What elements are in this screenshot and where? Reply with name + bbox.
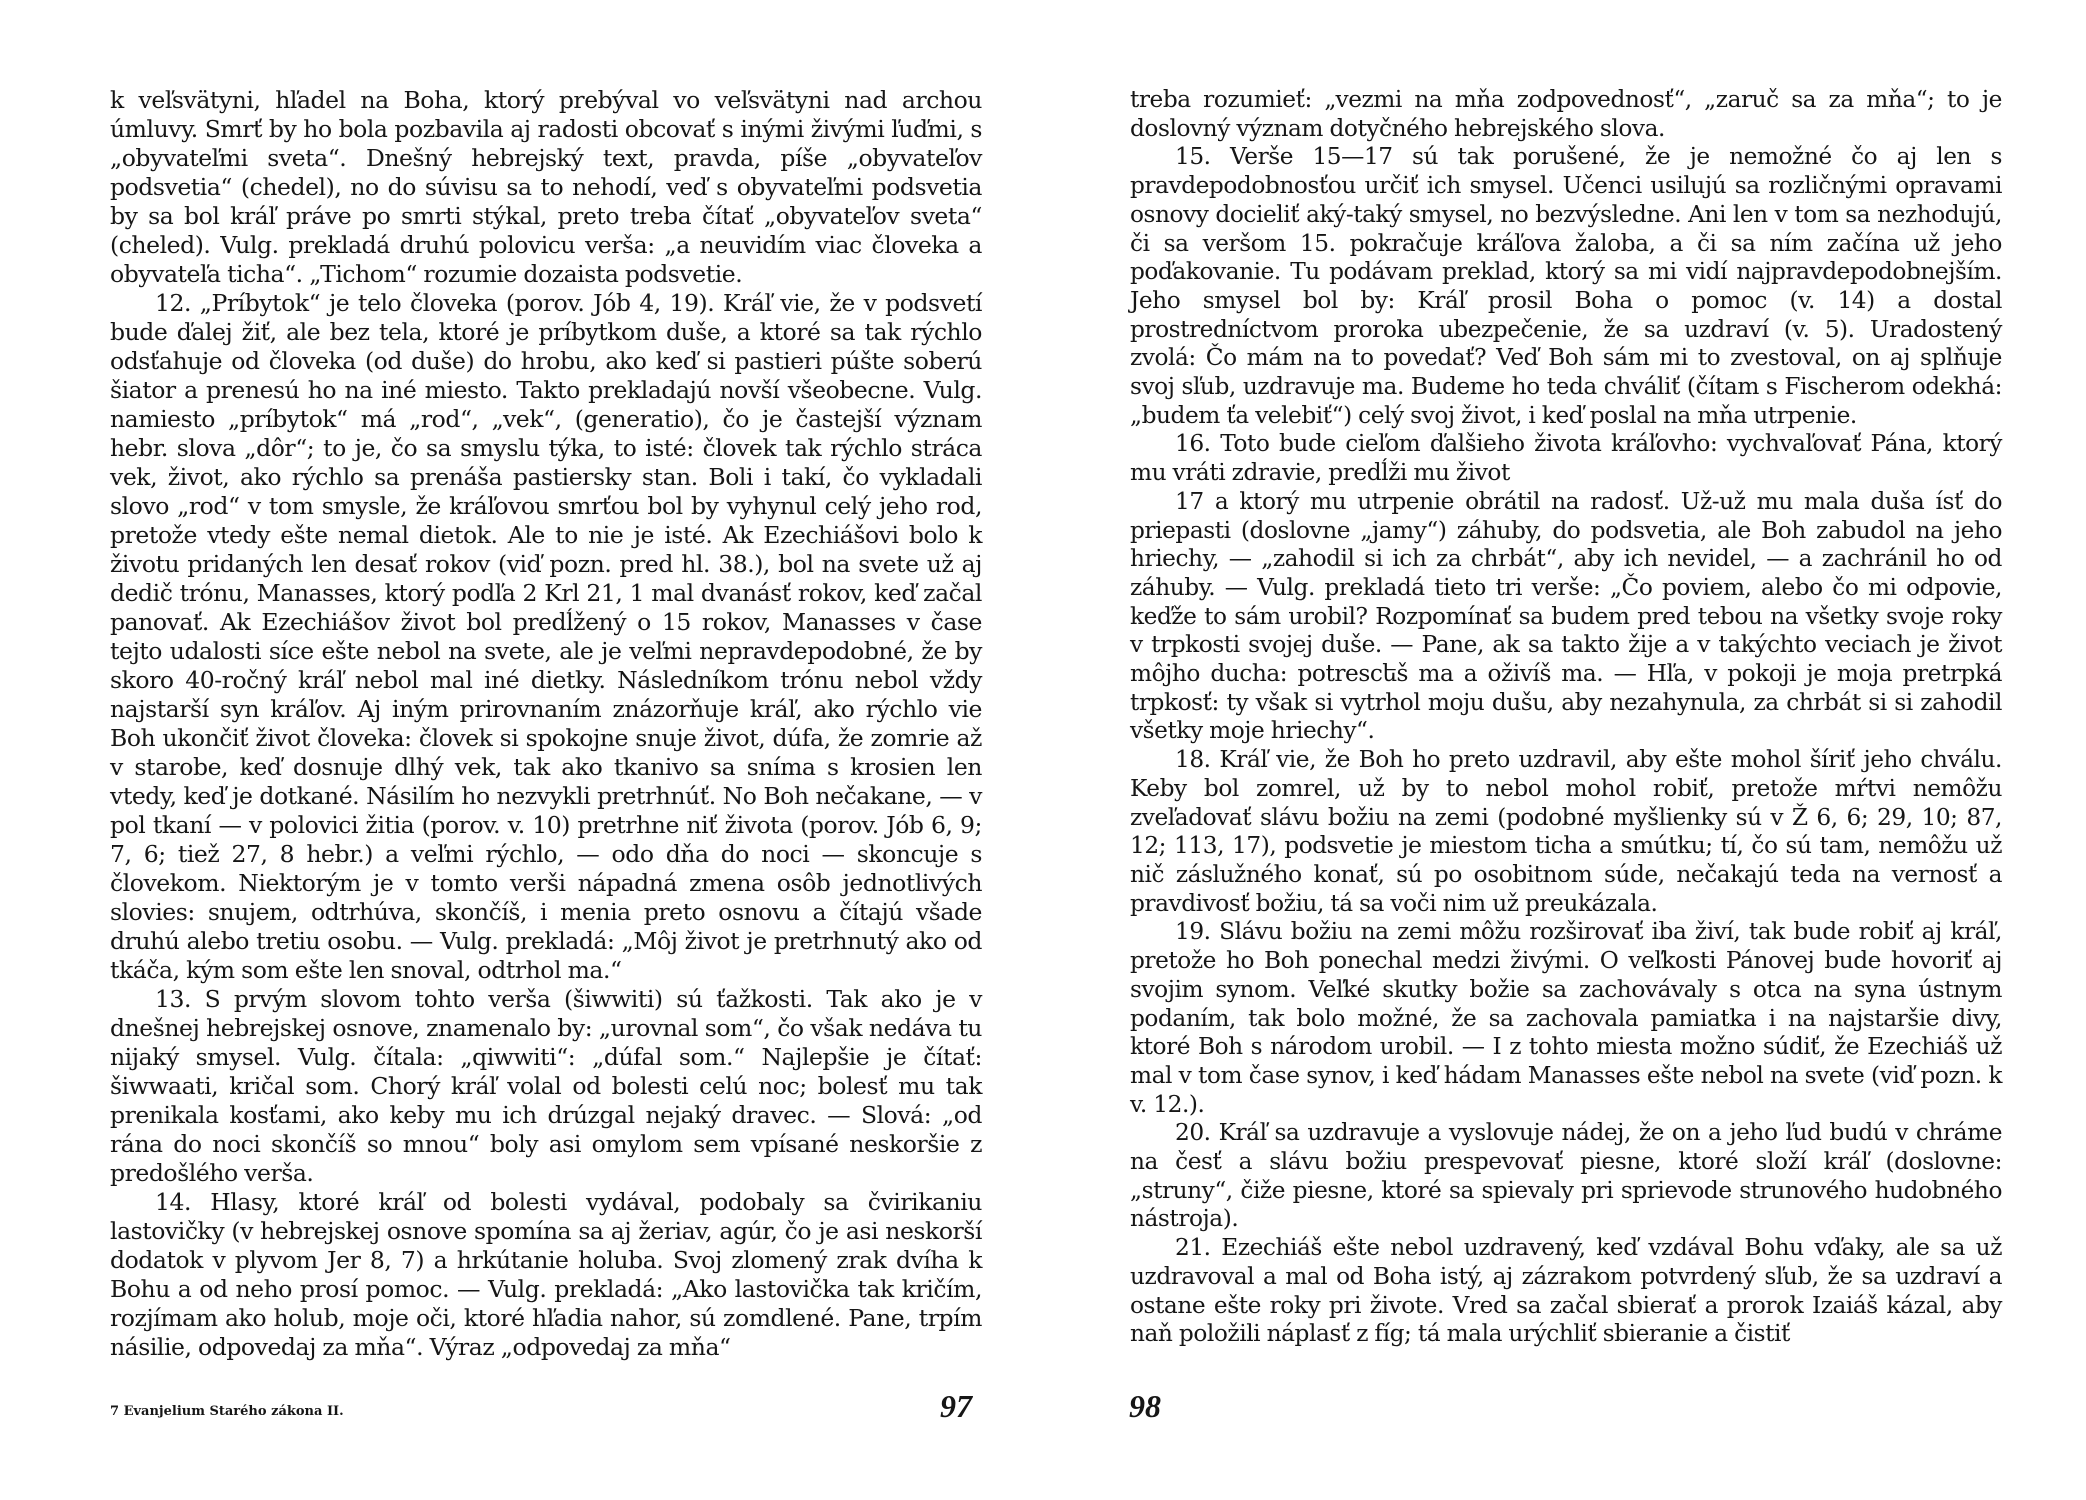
paragraph-verse-19: 19. Slávu božiu na zemi môžu rozširovať iba živí, tak bude robiť aj kráľ, pretože ho Boh ponechal medzi živými. O veľkosti Pánovej bude hovoriť aj svojim synom. Veľké skutky božie sa zachovávaly s otca na syna ústnym podaním, tak bolo možné, že sa zachovala pamiatka i na najstaršie divy, ktoré Boh s národom urobil. — I z tohto miesta možno súdiť, že Ezechiáš už mal v tom čase synov, i keď hádam Manasses ešte nebol na svete (viď pozn. k v. 12.). xyxy=(1130,918,2002,1118)
paragraph-verse-17: 17 a ktorý mu utrpenie obrátil na radosť. Už-už mu mala duša ísť do priepasti (doslovne „jamy“) záhuby, do podsvetia, ale Boh zabudol na jeho hriechy, — „zahodil si ich za chrbát“, aby ich nevidel, — a zachránil ho od záhuby. — Vulg. prekladá tieto tri verše: „Čo poviem, alebo čo mi odpovie, keďže to sám urobil? Rozpomínať sa budem pred tebou na všetky svoje roky v trpkosti svojej duše. — Pane, ak sa takto žije a v takýchto veciach je život môjho ducha: potrescեš ma a oživíš ma. — Hľa, v pokoji je moja pretrpká trpkosť: ty však si vytrhol moju dušu, aby nezahynula, za chrbát si si zahodil všetky moje hriechy“. xyxy=(1130,487,2002,745)
paragraph-verse-13: 13. S prvým slovom tohto verša (šiwwiti) sú ťažkosti. Tak ako je v dnešnej hebrejskej osnove, znamenalo by: „urovnal som“, čo však nedáva tu nijaký smysel. Vulg. čítala: „qiwwiti“: „dúfal som.“ Najlepšie je čítať: šiwwaati, kričal som. Chorý kráľ volal od bolesti celú noc; bolesť mu tak prenikala kosťami, ako keby mu ich drúzgal nejaký dravec. — Slová: „od rána do noci skončíš so mnou“ boly asi omylom sem vpísané neskoršie z predošlého verša. xyxy=(110,985,982,1187)
paragraph-verse-15: 15. Verše 15—17 sú tak porušené, že je nemožné čo aj len s pravdepodobnosťou určiť ich smysel. Učenci usilujú sa rozličnými opravami osnovy docieliť aký-taký smysel, no bezvýsledne. Ani len v tom sa nezhodujú, či sa veršom 15. pokračuje kráľova žaloba, a či sa ním začína už jeho poďakovanie. Tu podávam preklad, ktorý sa mi vidí najpravdepodobnejším. Jeho smysel bol by: Kráľ prosil Boha o pomoc (v. 14) a dostal prostredníctvom proroka ubezpečenie, že sa uzdraví (v. 5). Uradostený zvolá: Čo mám na to povedať? Veď Boh sám mi to zvestoval, on aj splňuje svoj sľub, uzdravuje ma. Budeme ho teda chváliť (čítam s Fischerom odekhá: „budem ťa velebiť“) celý svoj život, i keď poslal na mňa utrpenie. xyxy=(1130,143,2002,429)
printer-signature: 7 Evanjelium Starého zákona II. xyxy=(110,1404,344,1419)
right-page xyxy=(1043,0,2086,1500)
paragraph-verse-18: 18. Kráľ vie, že Boh ho preto uzdravil, aby ešte mohol šíriť jeho chválu. Keby bol zomrel, už by to nebol mohol robiť, pretože mŕtvi nemôžu zveľadovať slávu božiu na zemi (podobné myšlienky sú v Ž 6, 6; 29, 10; 87, 12; 113, 17), podsvetie je miestom ticha a smútku; tí, čo sú tam, nemôžu už nič záslužného konať, sú po osobitnom súde, nečakajú teda na vernosť a pravdivosť božiu, tá sa voči nim už preukázala. xyxy=(1130,746,2002,917)
right-text-column xyxy=(1130,86,2002,1349)
paragraph-verse-21: 21. Ezechiáš ešte nebol uzdravený, keď vzdával Bohu vďaky, ale sa už uzdravoval a mal od Boha istý, aj zázrakom potvrdený sľub, že sa uzdraví a ostane ešte roky pri živote. Vred sa začal sbierať a prorok Izaiáš kázal, aby naň položili náplasť z fíg; tá mala urýchliť sbieranie a čistiť xyxy=(1130,1234,2002,1348)
paragraph-continued: k veľsvätyni, hľadel na Boha, ktorý prebýval vo veľsvätyni nad archou úmluvy. Smrť by ho bola pozbavila aj radosti obcovať s inými živými ľuďmi, s „obyvateľmi sveta“. Dnešný hebrejský text, pravda, píše „obyvateľov podsvetia“ (chedel), no do súvisu sa to nehodí, veď s obyvateľmi podsvetia by sa bol kráľ práve po smrti stýkal, preto treba čítať „obyvateľov sveta“ (cheled). Vulg. prekladá druhú polovicu verša: „a neuvidím viac človeka a obyvateľa ticha“. „Tichom“ rozumie dozaista podsvetie. xyxy=(110,86,982,288)
page-number: 97 xyxy=(940,1388,972,1424)
paragraph-verse-20: 20. Kráľ sa uzdravuje a vyslovuje nádej, že on a jeho ľud budú v chráme na česť a slávu božiu prespevovať piesne, ktoré složí kráľ (doslovne: „struny“, čiže piesne, ktoré sa spievaly pri sprievode strunového hudobného nástroja). xyxy=(1130,1119,2002,1233)
paragraph-verse-12: 12. „Príbytok“ je telo človeka (porov. Jób 4, 19). Kráľ vie, že v podsvetí bude ďalej žiť, ale bez tela, ktoré je príbytkom duše, a ktoré sa tak rýchlo odsťahuje od človeka (od duše) do hrobu, ako keď si pastieri púšte soberú šiator a prenesú ho na iné miesto. Takto prekladajú novší všeobecne. Vulg. namiesto „príbytok“ má „rod“, „vek“, (generatio), čo je častejší význam hebr. slova „dôr“; to je, čo sa smyslu týka, to isté: človek tak rýchlo stráca vek, život, ako rýchlo sa prenáša pastiersky stan. Boli i takí, čo vykladali slovo „rod“ v tom smysle, že kráľovou smrťou bol by vyhynul celý jeho rod, pretože vtedy ešte nemal dietok. Ale to nie je isté. Ak Ezechiášovi bolo k životu pridaných len desať rokov (viď pozn. pred hl. 38.), bol na svete už aj dedič trónu, Manasses, ktorý podľa 2 Krl 21, 1 mal dvanásť rokov, keď začal panovať. Ak Ezechiášov život bol predĺžený o 15 rokov, Manasses v čase tejto udalosti síce ešte nebol na svete, ale je veľmi nepravdepodobné, že by skoro 40-ročný kráľ nebol mal iné dietky. Následníkom trónu nebol vždy najstarší syn kráľov. Aj iným prirovnaním znázorňuje kráľ, ako rýchlo vie Boh ukončiť život človeka: človek si spokojne snuje život, dúfa, že zomrie až v starobe, keď dosnuje dlhý vek, tak ako tkanivo sa sníma s krosien len vtedy, keď je dotkané. Násilím ho nezvykli pretrhnúť. No Boh nečakane, — v pol tkaní — v polovici žitia (porov. v. 10) pretrhne niť života (porov. Jób 6, 9; 7, 6; tiež 27, 8 hebr.) a veľmi rýchlo, — odo dňa do noci — skoncuje s človekom. Niektorým je v tomto verši nápadná zmena osôb jednotlivých slovies: snujem, odtrhúva, skončíš, i menia preto osnovu a čítajú všade druhú alebo tretiu osobu. — Vulg. prekladá: „Môj život je pretrhnutý ako od tkáča, kým som ešte len snoval, odtrhol ma.“ xyxy=(110,289,982,984)
paragraph-verse-14: 14. Hlasy, ktoré kráľ od bolesti vydával, podobaly sa čvirikaniu lastovičky (v hebrejskej osnove spomína sa aj žeriav, agúr, čo je asi neskorší dodatok v plyvom Jer 8, 7) a hrkútanie holuba. Svoj zlomený zrak dvíha k Bohu a od neho prosí pomoc. — Vulg. prekladá: „Ako lastovička tak kričím, rozjímam ako holub, moje oči, ktoré hľadia nahor, sú zomdlené. Pane, trpím násilie, odpovedaj za mňa“. Výraz „odpovedaj za mňa“ xyxy=(110,1188,982,1361)
paragraph-continued: treba rozumieť: „vezmi na mňa zodpovednosť“, „zaruč sa za mňa“; to je doslovný význam dotyčného hebrejského slova. xyxy=(1130,86,2002,142)
page-number: 98 xyxy=(1129,1388,1161,1424)
paragraph-verse-16: 16. Toto bude cieľom ďalšieho života kráľovho: vychvaľovať Pána, ktorý mu vráti zdravie, predĺži mu život xyxy=(1130,430,2002,487)
left-text-column xyxy=(110,86,982,1362)
